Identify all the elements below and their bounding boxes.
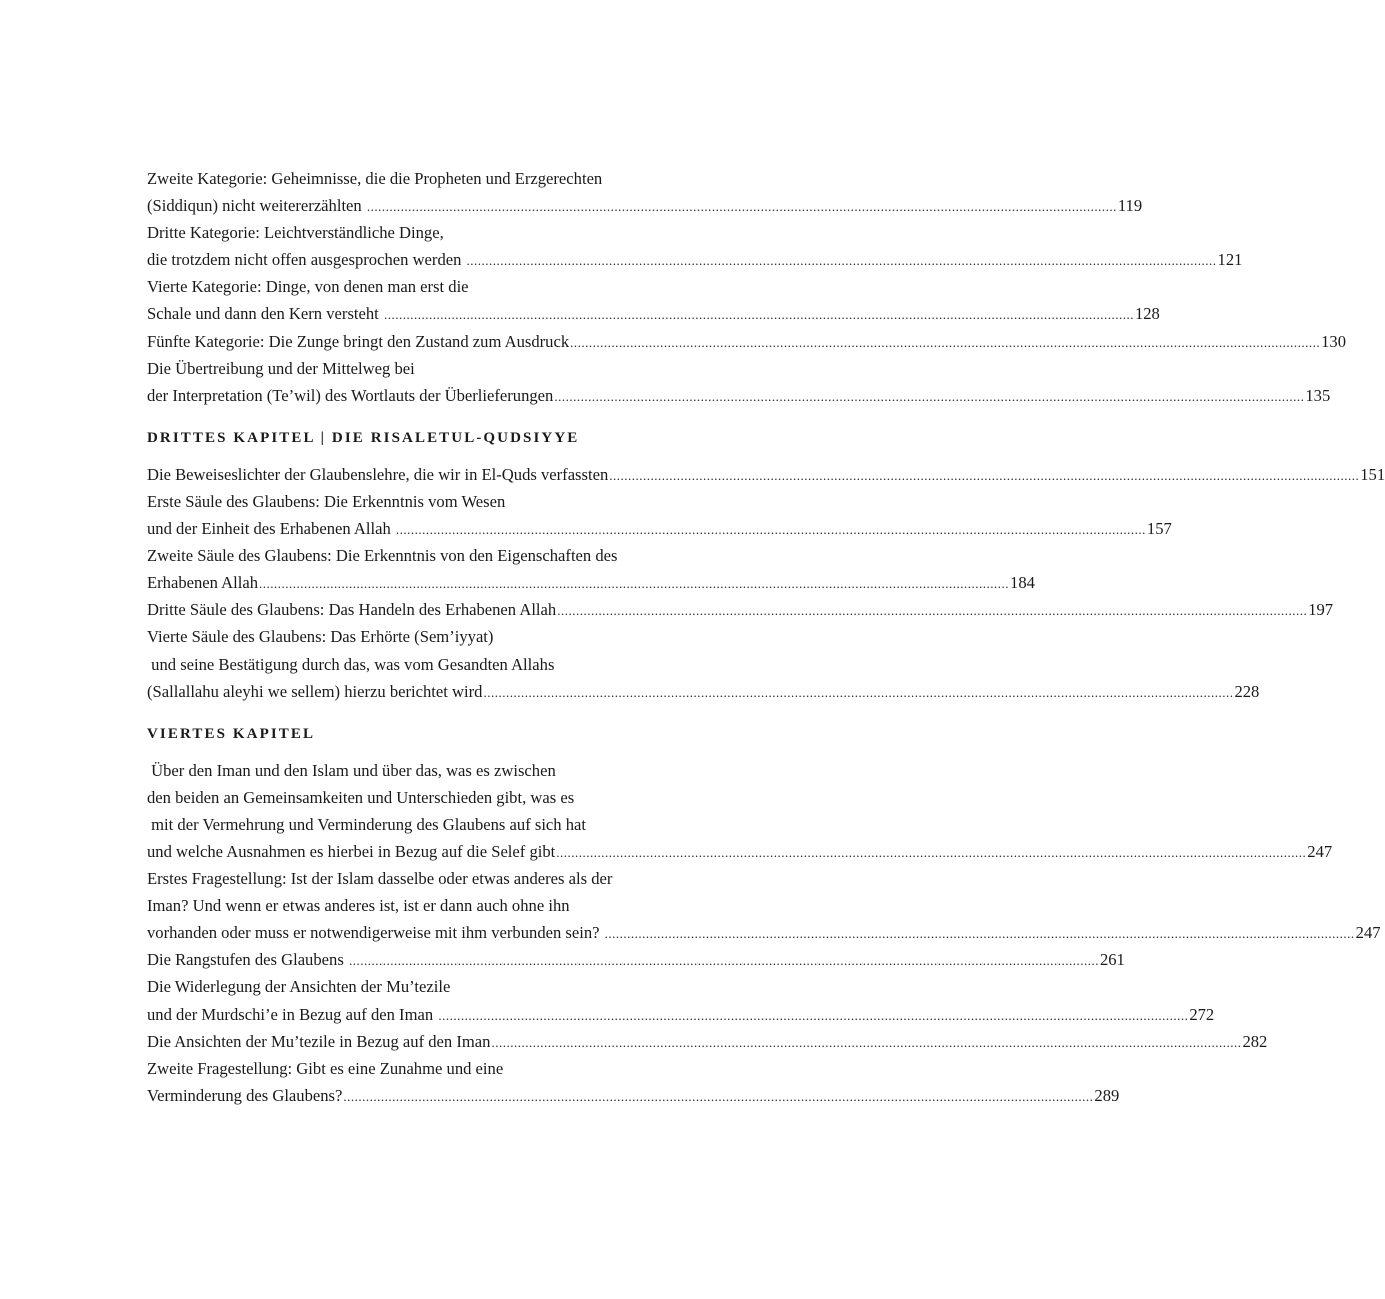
- page-number: 289: [1094, 1085, 1120, 1105]
- dot-leader: ........................................................................................................................................................................................................: [604, 926, 1355, 942]
- toc-entry-line: [147, 678, 1260, 705]
- toc-entry-line: [147, 165, 703, 192]
- toc-entry-line: [147, 1001, 1215, 1028]
- dot-leader: ........................................................................................................................................................................................................: [483, 684, 1234, 700]
- page-number: 261: [1099, 950, 1125, 970]
- dot-leader: ........................................................................................................................................................................................................: [557, 603, 1308, 619]
- toc-entry: [147, 328, 1347, 355]
- toc-entry-line: [147, 488, 703, 515]
- toc-entry: [147, 219, 1243, 273]
- toc-entry-text: und der Murdschi’e in Bezug auf den Iman: [147, 1004, 438, 1024]
- dot-leader: ........................................................................................................................................................................................................: [348, 953, 1099, 969]
- toc-entry-line: [147, 1082, 1120, 1109]
- page-number: 128: [1134, 304, 1160, 324]
- toc-entry-line: [147, 355, 703, 382]
- toc-entry-line: [147, 192, 1143, 219]
- toc-entry-line: [147, 596, 1334, 623]
- toc-entry-text: Dritte Kategorie: Leichtverständliche Dinge,: [147, 223, 444, 243]
- dot-leader: ........................................................................................................................................................................................................: [366, 199, 1117, 215]
- toc-entry-line: [147, 811, 703, 838]
- toc-entry-text: Über den Iman und den Islam und über das, was es zwischen: [147, 760, 556, 780]
- toc-section-chapter-3: [147, 461, 1385, 705]
- toc-entry-text: Vierte Kategorie: Dinge, von denen man erst die: [147, 277, 469, 297]
- toc-entry-line: [147, 1055, 703, 1082]
- toc-entry: [147, 542, 1035, 596]
- dot-leader: ........................................................................................................................................................................................................: [554, 388, 1305, 404]
- toc-entry-line: [147, 784, 703, 811]
- page-number: 247: [1307, 841, 1333, 861]
- toc-entry-text: Iman? Und wenn er etwas anderes ist, ist er dann auch ohne ihn: [147, 896, 570, 916]
- toc-entry-text: und seine Bestätigung durch das, was vom Gesandten Allahs: [147, 654, 555, 674]
- dot-leader: ........................................................................................................................................................................................................: [570, 334, 1321, 350]
- dot-leader: ........................................................................................................................................................................................................: [609, 467, 1360, 483]
- page-number: 282: [1242, 1031, 1268, 1051]
- toc-entry-text: Erhabenen Allah: [147, 573, 259, 593]
- page-number: 272: [1189, 1004, 1215, 1024]
- toc-entry-text: Die Widerlegung der Ansichten der Mu’tezile: [147, 977, 451, 997]
- page-number: 157: [1146, 519, 1172, 539]
- toc-entry-line: [147, 542, 703, 569]
- toc-entry: [147, 973, 1215, 1027]
- toc-entry: [147, 757, 1333, 865]
- toc-entry: [147, 488, 1172, 542]
- dot-leader: ........................................................................................................................................................................................................: [438, 1007, 1189, 1023]
- toc-entry-text: Die Beweiseslichter der Glaubenslehre, die wir in El-Quds verfassten: [147, 464, 609, 484]
- toc-entry-line: [147, 757, 703, 784]
- toc-entry-line: [147, 919, 1381, 946]
- page-number: 184: [1010, 573, 1035, 593]
- dot-leader: ........................................................................................................................................................................................................: [556, 844, 1307, 860]
- toc-entry-text: Die Ansichten der Mu’tezile in Bezug auf den Iman: [147, 1031, 491, 1051]
- dot-leader: ........................................................................................................................................................................................................: [395, 522, 1146, 538]
- chapter-heading-3: DRITTES KAPITEL | DIE RISALETUL-QUDSIYYE: [147, 429, 580, 446]
- toc-entry-line: [147, 946, 1125, 973]
- toc-entry-text: (Sallallahu aleyhi we sellem) hierzu berichtet wird: [147, 681, 483, 701]
- toc-entry: [147, 355, 1331, 409]
- toc-entry: [147, 946, 1125, 973]
- toc-entry: [147, 165, 1143, 219]
- dot-leader: ........................................................................................................................................................................................................: [466, 253, 1217, 269]
- toc-entry-text: Zweite Kategorie: Geheimnisse, die die Propheten und Erzgerechten: [147, 169, 603, 188]
- toc-entry-text: Fünfte Kategorie: Die Zunge bringt den Zustand zum Ausdruck: [147, 331, 570, 351]
- toc-entry: [147, 1028, 1268, 1055]
- toc-entry-text: Schale und dann den Kern versteht: [147, 304, 383, 324]
- toc-entry-text: Verminderung des Glaubens?: [147, 1085, 343, 1105]
- toc-entry-line: [147, 892, 703, 919]
- page-number: 130: [1321, 331, 1347, 351]
- toc-entry-line: [147, 865, 703, 892]
- toc-section-continued: [147, 165, 1347, 409]
- page-number: 228: [1234, 681, 1260, 701]
- toc-entry-line: [147, 515, 1172, 542]
- toc-entry-text: und der Einheit des Erhabenen Allah: [147, 519, 395, 539]
- chapter-heading-4: VIERTES KAPITEL: [147, 725, 316, 742]
- toc-entry-text: Erste Säule des Glaubens: Die Erkenntnis vom Wesen: [147, 491, 506, 511]
- toc-entry-line: [147, 300, 1160, 327]
- toc-entry-text: den beiden an Gemeinsamkeiten und Unterschieden gibt, was es: [147, 787, 575, 807]
- page-number: 247: [1355, 923, 1381, 943]
- toc-entry-text: mit der Vermehrung und Verminderung des Glaubens auf sich hat: [147, 814, 587, 834]
- dot-leader: ........................................................................................................................................................................................................: [343, 1088, 1094, 1104]
- toc-entry-line: [147, 461, 1385, 488]
- table-of-contents: [147, 165, 1385, 1109]
- toc-entry: [147, 1055, 1120, 1109]
- toc-entry-line: [147, 273, 703, 300]
- page-number: 151: [1360, 464, 1385, 484]
- toc-entry-text: Zweite Säule des Glaubens: Die Erkenntnis von den Eigenschaften des: [147, 546, 618, 566]
- toc-entry-line: [147, 623, 703, 650]
- toc-entry-line: [147, 219, 703, 246]
- dot-leader: ........................................................................................................................................................................................................: [259, 576, 1010, 592]
- toc-entry: [147, 865, 1381, 946]
- toc-entry-line: [147, 328, 1347, 355]
- page-number: 119: [1117, 196, 1143, 216]
- toc-entry-text: (Siddiqun) nicht weitererzählten: [147, 196, 366, 216]
- toc-entry-text: vorhanden oder muss er notwendigerweise mit ihm verbunden sein?: [147, 923, 604, 943]
- toc-entry: [147, 273, 1160, 327]
- toc-entry-text: die trotzdem nicht offen ausgesprochen werden: [147, 250, 466, 270]
- toc-entry-text: Dritte Säule des Glaubens: Das Handeln des Erhabenen Allah: [147, 600, 557, 620]
- toc-entry-text: der Interpretation (Te’wil) des Wortlauts der Überlieferungen: [147, 385, 554, 405]
- toc-entry-line: [147, 1028, 1268, 1055]
- toc-entry: [147, 461, 1385, 488]
- toc-section-chapter-4: [147, 757, 1381, 1109]
- dot-leader: ........................................................................................................................................................................................................: [491, 1034, 1242, 1050]
- toc-entry-line: [147, 246, 1243, 273]
- toc-entry-line: [147, 838, 1333, 865]
- page-number: 135: [1305, 385, 1331, 405]
- toc-entry: [147, 623, 1260, 704]
- dot-leader: ........................................................................................................................................................................................................: [383, 307, 1134, 323]
- toc-entry-line: [147, 569, 1035, 596]
- toc-entry-line: [147, 382, 1331, 409]
- page-number: 121: [1217, 250, 1243, 270]
- toc-entry-text: Vierte Säule des Glaubens: Das Erhörte (Sem’iyyat): [147, 627, 494, 647]
- toc-entry-line: [147, 651, 703, 678]
- toc-entry: [147, 596, 1334, 623]
- toc-entry-text: Die Übertreibung und der Mittelweg bei: [147, 358, 415, 378]
- toc-entry-text: Erstes Fragestellung: Ist der Islam dasselbe oder etwas anderes als der: [147, 869, 613, 889]
- toc-entry-line: [147, 973, 703, 1000]
- toc-entry-text: und welche Ausnahmen es hierbei in Bezug auf die Selef gibt: [147, 841, 556, 861]
- toc-entry-text: Zweite Fragestellung: Gibt es eine Zunahme und eine: [147, 1058, 504, 1078]
- page-number: 197: [1308, 600, 1334, 620]
- toc-entry-text: Die Rangstufen des Glaubens: [147, 950, 348, 970]
